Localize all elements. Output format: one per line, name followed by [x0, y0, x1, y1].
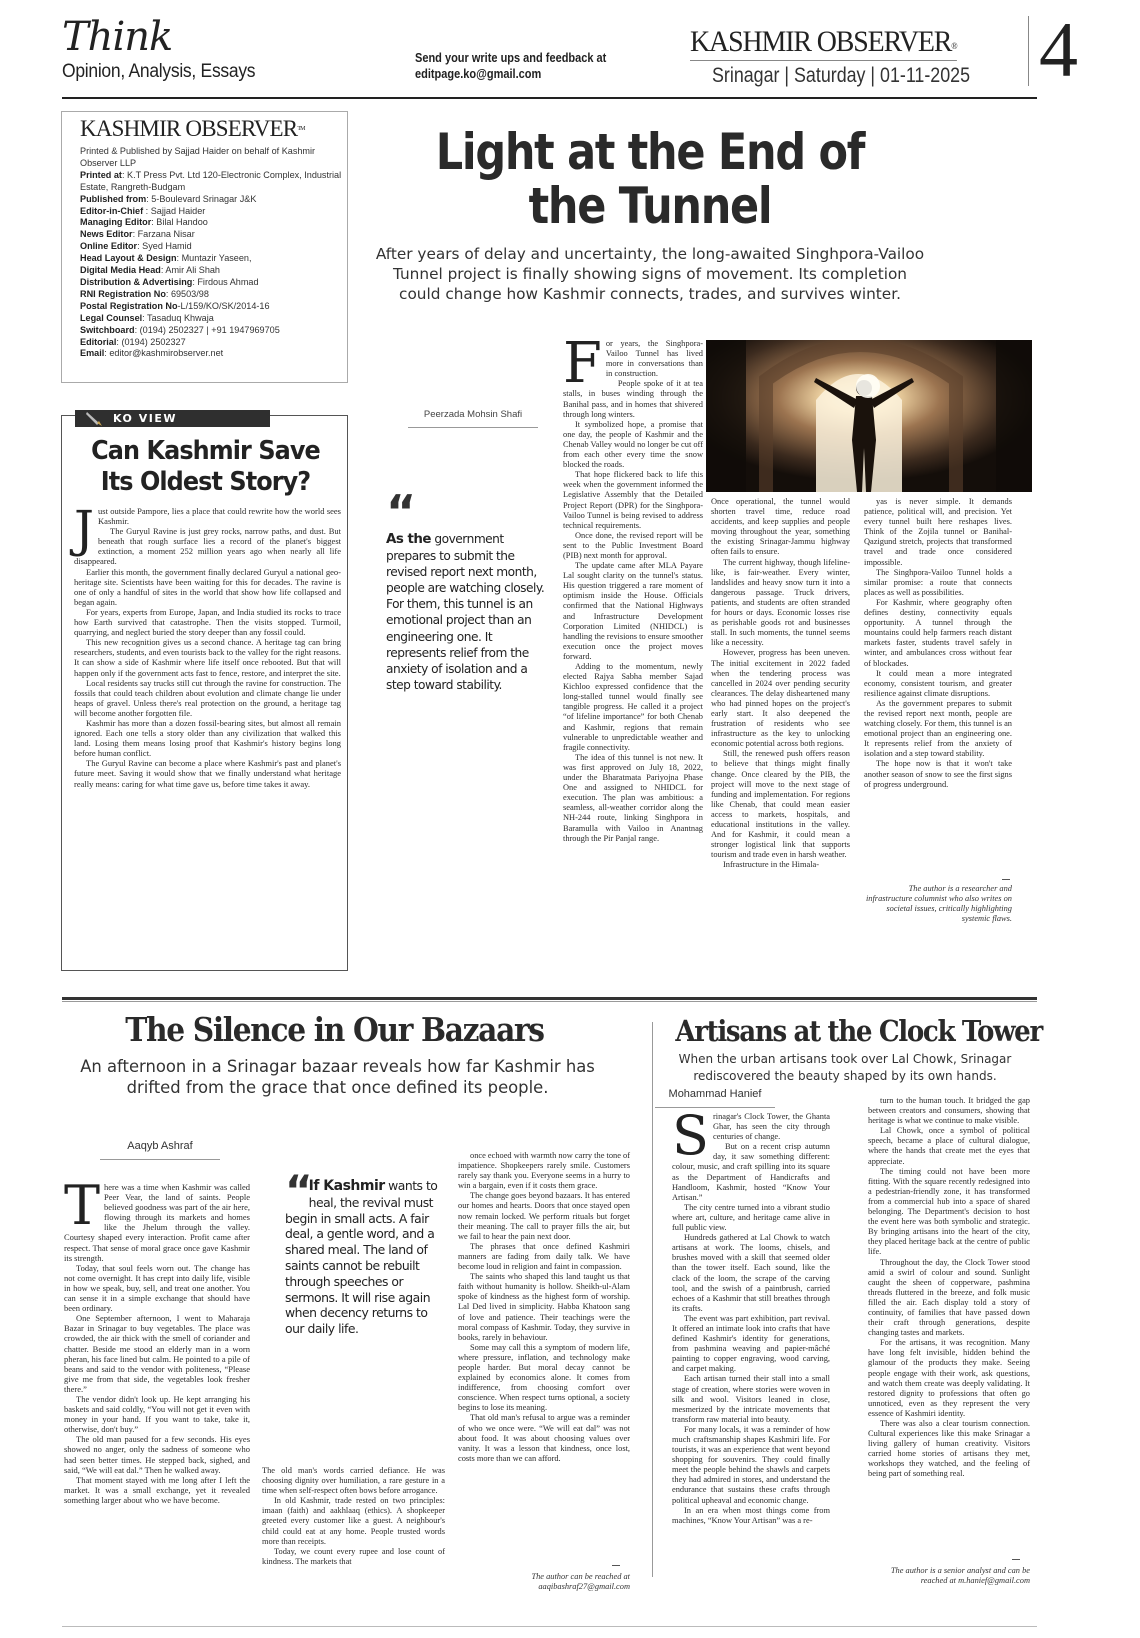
imprint-box [61, 111, 348, 383]
ko-view-title-text: Can Kashmir Save Its Oldest Story? [91, 436, 320, 497]
byline: Mohammad Hanief [655, 1088, 775, 1108]
imprint-value: : Farzana Nisar [132, 229, 195, 240]
imprint-label: Editorial [80, 336, 117, 347]
paragraph: However, progress has been uneven. The initial excitement in 2022 faded when the tendering process was cancelled in 2024 over pending security clearances. The delay disheartened many who had pinned hopes on the project's early start. It also deepened the frustration of residents who see infrastructure as the key to unlocking economic potential across both regions. [711, 648, 850, 749]
imprint-label: Managing Editor [80, 217, 152, 228]
byline: Peerzada Mohsin Shafi [408, 409, 538, 428]
article-column [563, 331, 703, 844]
imprint-value: : 5-Boulevard Srinagar J&K [146, 193, 257, 204]
bazaars-headline [60, 1010, 608, 1050]
pull-quote-lead: If Kashmir [308, 1178, 385, 1194]
paragraph: The saints who shaped this land taught us that faith without humanity is hollow. Sheikh-ul-Alam spoke of kindness as the highest form of worship. Lal Ded lived in simplicity. Habba Khatoon sang of love and patience. Their teachings were the moral compass of Kashmir. Today, they survive in books, rarely in behaviour. [458, 1272, 630, 1342]
paragraph: For Kashmir, where geography often defines destiny, connectivity equals opportunity. A tunnel through the mountains could help farmers reach distant markets faster, students travel safely in winter, and ambulances cross without fear of blockades. [864, 597, 1012, 668]
paragraph: Still, the renewed push offers reason to believe that things might finally change. Once cleared by the PIB, the project will move to the next stage of funding and implementation. For regions like Chenab, that could mean easier access to markets, hospitals, and educational institutions in the valley. And for Kashmir, it could mean a stronger logistical link that supports tourism and trade even in harsh weather. [711, 749, 850, 860]
paragraph: One September afternoon, I went to Maharaja Bazar in Srinagar to buy vegetables. The place was crowded, the air thick with the smell of coriander and chatter. Beside me stood an elderly man in a worn pheran, his face lined but calm. He pointed to a pile of beans and said to the vendor with politeness, “Please give me from that side, the vegetables look fresher there.” [64, 1313, 250, 1394]
registered-mark: ® [951, 41, 957, 51]
paragraph: There was also a clear tourism connection. Cultural experiences like this make Srinagar a living gallery of human creativity. Visitors carried home stories of artisans they met, workshops they watched, and the feeling of being part of something real. [868, 1419, 1030, 1479]
paragraph-list [711, 497, 850, 870]
feedback-email[interactable]: editpage.ko@gmail.com [415, 67, 542, 81]
imprint-label: Online Editor [80, 241, 138, 252]
paragraph: once echoed with warmth now carry the tone of impatience. Shopkeepers rarely smile. Customers rarely say thank you. Everyone seems in a hurry to win a bargain, even if it costs them grace. [458, 1151, 630, 1191]
paragraph: Once operational, the tunnel would shorten travel time, reduce road accidents, and keep supplies and people moving throughout the year, something the existing Srinagar-Jammu highway often fails to ensure. [711, 497, 850, 557]
paragraph-list [563, 331, 703, 844]
pull-quote [386, 485, 546, 693]
imprint-value: : 69503/98 [165, 288, 209, 299]
paragraph: yas is never simple. It demands patience, political will, and precision. Yet every tunnel built here reshapes lives. Think of the Zojila tunnel or Banihal-Qazigund stretch, projects that transformed travel and trade once considered impossible. [864, 497, 1012, 567]
paragraph-list [458, 1151, 630, 1464]
divider [62, 97, 1037, 99]
paragraph: The phrases that once defined Kashmiri manners are fading from daily talk. We have become loud in religion and faint in compassion. [458, 1241, 630, 1272]
imprint-value[interactable]: : editor@kashmirobserver.net [104, 348, 224, 359]
paragraph: But on a recent crisp autumn day, it saw something different: colour, music, and craft spilling into its square as the Department of Handicrafts and Handloom, Kashmir, hosted “Know Your Artisan.” [672, 1142, 830, 1202]
article-column [672, 1104, 830, 1526]
column-divider [652, 1022, 653, 1577]
lead-standfirst: After years of delay and uncertainty, the long-awaited Singhpora-Vailoo Tunnel project is finally showing signs of movement. Its completion could change how Kashmir connects, trades, and survives winter. [375, 245, 925, 303]
paragraph: The hope now is that it won't take another season of snow to see the first signs of progress underground. [864, 759, 1012, 789]
imprint-value: Printed & Published by Sajjad Haider on behalf of Kashmir Observer LLP [80, 146, 316, 168]
imprint-value: : Muntazir Yaseen, [176, 253, 252, 264]
paragraph: This new recognition gives us a second chance. A heritage tag can bring researchers, students, and even tourists back to the valley for the right reasons. It can show a side of Kashmir where life itself once rebooted. But that will happen only if the government acts fast to fence, restore, and interpret the site. [74, 637, 341, 678]
bazaars-headline-text: The Silence in Our Bazaars [124, 1010, 544, 1049]
drop-cap: T [64, 1174, 101, 1237]
dateline: Srinagar | Saturday | 01-11-2025 [712, 64, 971, 87]
pull-quote-rest: government prepares to submit the revised report next month, people are watching closely. For them, this tunnel is an emotional project than an engineering one. It represents relief from the anxiety of isolation and a step toward stability. [386, 532, 545, 692]
paragraph: Throughout the day, the Clock Tower stood amid a swirl of colour and sound. Sunlight caught the sheen of copperware, pashmina threads fluttered in the breeze, and folk music filled the air. Each display told a story of continuity, of families that have passed down their craft through generations, despite changing tastes and markets. [868, 1257, 1030, 1338]
imprint-label: Published from [80, 193, 147, 204]
feedback-note [415, 50, 606, 82]
paragraph: Adding to the momentum, newly elected Rajya Sabha member Sajad Kichloo expressed confidence that the long-stalled tunnel would finally see tangible progress. He called it a project “of lifeline importance” for both Chenab and Kashmir, regions that remain vulnerable to unpredictable weather and fragile connectivity. [563, 662, 703, 752]
paragraph: Hundreds gathered at Lal Chowk to watch artisans at work. The looms, chisels, and brushes moved with a skill that seemed older than the tower itself. Each sound, like the clack of the loom, the scrape of the carving tool, and the swish of a paintbrush, carried echoes of a Kashmir that still breathes through its crafts. [672, 1233, 830, 1313]
paragraph: For many locals, it was a reminder of how much craftsmanship shapes Kashmiri life. For tourists, it was an experience that went beyond shopping for souvenirs. They could finally meet the people behind the shawls and carpets they had admired in stores, and understand the endurance that sustains these crafts through political upheaval and economic change. [672, 1424, 830, 1505]
paragraph-list [868, 1096, 1030, 1480]
article-column [64, 1174, 250, 1505]
author-note: The author is a senior analyst and can be reached at m.hanief@gmail.com [890, 1566, 1030, 1586]
imprint-value: : K.T Press Pvt. Ltd 120-Electronic Complex, Industrial Estate, Rangreth-Budgam [80, 169, 342, 192]
imprint-label: Editor-in-Chief [80, 205, 144, 216]
artisans-headline-text: Artisans at the Clock Tower [675, 1014, 1042, 1048]
paragraph: The change goes beyond bazaars. It has entered our homes and hearts. Doors that once stayed open now remain locked. We perform rituals but forget their meaning. The call to prayer fills the air, but we fail to hear the pain next door. [458, 1191, 630, 1241]
paragraph: The event was part exhibition, part revival. It offered an intimate look into crafts that have defined Kashmir's identity for generations, from pashmina weaving and papier-mâché painting to copper engraving, wood carving, and carpet making. [672, 1313, 830, 1374]
imprint-label: News Editor [80, 229, 133, 240]
divider [1002, 879, 1010, 880]
paragraph: In an era when most things come from machines, “Know Your Artisan” was a re- [672, 1505, 830, 1525]
paragraph-list [74, 500, 341, 789]
paragraph: Once done, the revised report will be sent to the Public Investment Board (PIB) next month for approval. [563, 530, 703, 560]
paragraph: In old Kashmir, trade rested on two principles: imaan (faith) and aakhlaaq (ethics). A shopkeeper greeted every customer like a guest. A neighbour's child could eat at any home. People trusted words more than receipts. [262, 1496, 445, 1546]
trademark: TM [297, 126, 305, 132]
section-divider [62, 997, 1037, 1000]
paragraph: Earlier this month, the government finally declared Guryul a national geo-heritage site. Scientists have been waiting for this for decades. The ravine is one of only a handful of sites in the world that show how life collapsed and began again. [74, 566, 341, 607]
imprint-line [80, 206, 342, 218]
drop-cap: F [563, 331, 602, 396]
pull-quote-rest: wants to heal, the revival must begin in small acts. A fair deal, a gentle word, and a shared meal. The land of saints cannot be rebuilt through speeches or sermons. It will rise again when decency returns to our daily life. [285, 1178, 438, 1337]
imprint-value: : Bilal Handoo [151, 217, 208, 228]
imprint-line [80, 337, 342, 349]
article-column [458, 1151, 630, 1464]
imprint-label: Head Layout & Design [80, 253, 177, 264]
imprint-line [80, 217, 342, 229]
imprint-value: : Firdous Ahmad [192, 276, 259, 287]
paragraph: It could mean a more integrated economy, consistent tourism, and greater resilience against climate disruptions. [864, 668, 1012, 698]
divider [612, 1565, 620, 1566]
imprint-line [80, 253, 342, 265]
imprint-line [80, 325, 342, 337]
paragraph: Today, we count every rupee and lose count of kindness. The markets that [262, 1546, 445, 1566]
lead-headline [370, 125, 930, 233]
imprint-lines [80, 146, 342, 360]
author-note: The author can be reached at aaqibashraf27@gmail.com [531, 1572, 630, 1592]
imprint-label: Legal Counsel [80, 312, 143, 323]
paragraph: Infrastructure in the Himala- [723, 860, 820, 870]
imprint-value: : Sajjad Haider [143, 205, 206, 216]
pull-quote-text [285, 1166, 445, 1337]
paragraph: The Singhpora-Vailoo Tunnel holds a similar promise: a route that connects places as well as possibilities. [864, 567, 1012, 597]
pull-quote [285, 1166, 445, 1337]
imprint-label: Postal Registration No [80, 300, 178, 311]
paragraph: That old man's refusal to argue was a reminder of who we once were. “We will eat dal” was not about food. It was about choosing values over vanity. It was a lesson that kindness, once lost, costs more than we can afford. [458, 1413, 630, 1463]
drop-cap: J [74, 500, 95, 558]
paragraph: The city centre turned into a vibrant studio where art, culture, and heritage came alive in full public view. [672, 1202, 830, 1233]
imprint-line [80, 241, 342, 253]
paragraph: ust outside Pampore, lies a place that could rewrite how the world sees Kashmir. [98, 506, 341, 527]
imprint-logo [80, 116, 305, 142]
divider [1028, 16, 1029, 86]
article-column [868, 1096, 1030, 1480]
pull-quote-text [386, 531, 546, 693]
paragraph: Today, that soul feels worn out. The change has not come overnight. It has crept into daily life, visible in how we speak, buy, sell, and treat one another. You can sense it in a simple exchange that should have been ordinary. [64, 1262, 250, 1314]
article-column [864, 497, 1012, 790]
imprint-line [80, 265, 342, 277]
imprint-label: Digital Media Head [80, 265, 161, 276]
byline: Aaqyb Ashraf [100, 1140, 220, 1160]
imprint-line [80, 194, 342, 206]
author-note: The author is a researcher and infrastructure columnist who also writes on societal issues, critically highlighting systemic flaws. [865, 884, 1012, 924]
artisans-headline [655, 1012, 1042, 1050]
imprint-line [80, 170, 342, 194]
artisans-standfirst: When the urban artisans took over Lal Chowk, Srinagar rediscovered the beauty shaped by its own hands. [678, 1052, 1012, 1083]
imprint-value: : Syed Hamid [137, 241, 192, 252]
lead-headline-text: Light at the End of the Tunnel [435, 123, 865, 235]
article-column [711, 497, 850, 870]
imprint-label: Printed at [80, 169, 122, 180]
paragraph-list [864, 497, 1012, 790]
paragraph: The timing could not have been more fitting. With the square recently redesigned into a pedestrian-friendly zone, it has transformed from a commercial hub into a space of shared belonging. The Department's decision to host the event here was both symbolic and strategic. By bringing artisans into the heart of the city, they placed heritage back at the centre of public life. [868, 1166, 1030, 1257]
ko-view-box [61, 412, 348, 971]
paragraph: The Guryul Ravine is just grey rocks, narrow paths, and dust. But beneath that rough surface lies a record of the planet's biggest extinction, a moment 252 million years ago when nearly all life disappeared. [74, 526, 341, 567]
imprint-line [80, 313, 342, 325]
tunnel-silhouette-image [706, 340, 1032, 492]
pull-quote-lead: As the [386, 532, 432, 547]
imprint-line [80, 146, 342, 170]
imprint-line [80, 301, 342, 313]
paragraph: The current highway, though lifeline-like, is fair-weather. Every winter, landslides and heavy snow turn it into a dangerous passage. Truck drivers, patients, and students are often stranded for hours or days. Economic losses rise as perishable goods rot and businesses stall. In such moments, the tunnel seems like a necessity. [711, 557, 850, 648]
section-title: Think [62, 14, 173, 60]
paragraph: Local residents say trucks still cut through the ravine for construction. The fossils that could teach children about evolution and climate change lie under heaps of gravel. Unless there's real protection on the ground, a heritage tag will become another forgotten file. [74, 677, 341, 718]
divider [62, 1626, 1037, 1627]
paragraph: Each artisan turned their stall into a small stage of creation, where stories were woven in silk and wool. Visitors leaned in close, mesmerized by the intricate movements that transform raw material into beauty. [672, 1374, 830, 1424]
imprint-line [80, 229, 342, 241]
paragraph: People spoke of it at tea stalls, in buses winding through the Banihal pass, and in homes that shivered through long winters. [563, 379, 703, 419]
paragraph: As the government prepares to submit the revised report next month, people are watching closely. For them, this tunnel is an emotional project than an engineering one. It represents relief from the anxiety of isolation and a step toward stability. [864, 698, 1012, 759]
paragraph: The idea of this tunnel is not new. It was first approved on July 18, 2022, under the Bharatmata Pariyojna Phase One and assigned to NHIDCL for execution. The plan was ambitious: a seamless, all-weather corridor along the NH-244 route, linking Singhpora in Baramulla with Vailoo in Anantnag through the Pir Panjal range. [563, 752, 703, 843]
paragraph: here was a time when Kashmir was called Peer Vear, the land of saints. People believed goodness was part of the air here, flowing through its markets and homes like the Jhelum through the valley. Courtesy shaped every interaction. Profit came after respect. That sense of moral grace once gave Kashmir its strength. [64, 1182, 250, 1263]
ko-view-label: KO VIEW [113, 412, 177, 425]
quote-mark-icon: “ [285, 1166, 307, 1215]
paragraph: Lal Chowk, once a symbol of political speech, became a place of cultural dialogue, where the hands that create met the eyes that appreciate. [868, 1126, 1030, 1166]
ko-view-body [74, 500, 341, 789]
paragraph: turn to the human touch. It bridged the gap between creators and consumers, showing that heritage is what we continue to make visible. [868, 1096, 1030, 1126]
imprint-label: Distribution & Advertising [80, 276, 193, 287]
ko-view-title [62, 436, 349, 498]
paragraph: It symbolized hope, a promise that one day, the people of Kashmir and the Chenab Valley would no longer be cut off from each other every time the snow blocked the roads. [563, 419, 703, 470]
paragraph: Some may call this a symptom of modern life, where pressure, inflation, and technology make people harder. But moral decay cannot be explained by economics alone. It comes from indifference, from choosing comfort over conscience. When respect turns optional, a society begins to lose its meaning. [458, 1342, 630, 1413]
article-column [262, 1466, 445, 1567]
imprint-value: : (0194) 2502327 [116, 336, 186, 347]
paragraph: Kashmir has more than a dozen fossil-bearing sites, but almost all remain ignored. Each one tells a story older than any civilization that walked this land. Losing them means losing proof that Kashmir's history begins long before human conflict. [74, 717, 341, 759]
section-subtitle: Opinion, Analysis, Essays [62, 61, 256, 82]
imprint-line [80, 348, 342, 360]
newspaper-logo [690, 26, 957, 61]
section-divider [62, 1001, 1037, 1002]
imprint-line [80, 277, 342, 289]
imprint-logo-text: KASHMIR OBSERVER [80, 116, 298, 141]
paragraph: The old man's words carried defiance. He was choosing dignity over humiliation, a rare gesture in a time when self-respect often bows before arrogance. [262, 1466, 445, 1496]
feedback-text: Send your write ups and feedback at [415, 51, 607, 65]
imprint-label: RNI Registration No [80, 288, 166, 299]
imprint-value: : Tasaduq Khwaja [142, 312, 214, 323]
divider [1012, 1559, 1020, 1560]
imprint-value: : (0194) 2502327 | +91 1947969705 [134, 324, 280, 335]
drop-cap: S [672, 1104, 709, 1167]
imprint-label: Email [80, 348, 105, 359]
paragraph: rinagar's Clock Tower, the Ghanta Ghar, has seen the city through centuries of change. [713, 1112, 830, 1142]
paragraph-list [262, 1466, 445, 1567]
paragraph: The old man paused for a few seconds. His eyes showed no anger, only the sadness of someone who had seen better times. He stepped back, sighed, and said, “We will eat dal.” Then he walked away. [64, 1434, 250, 1475]
quote-mark-icon: “ [386, 485, 411, 539]
paragraph: The Guryul Ravine can become a place where Kashmir's past and planet's future meet. Saving it would show that we finally understand what heritage really means: caring for what time gave us, before time takes it away. [74, 758, 341, 789]
imprint-line [80, 289, 342, 301]
imprint-value: -L/159/KO/SK/2014-16 [177, 300, 270, 311]
pen-nib-icon [85, 411, 103, 426]
paragraph-list [672, 1104, 830, 1526]
paragraph: For the artisans, it was recognition. Many have long felt invisible, hidden behind the glamour of the products they make. Seeing people engage with their work, ask questions, and watch them create was deeply validating. It restored dignity to professions that often go unnoticed, even as they represent the very essence of Kashmiri identity. [868, 1338, 1030, 1418]
page-number: 4 [1039, 6, 1078, 93]
tunnel-photo [706, 340, 1032, 492]
imprint-label: Switchboard [80, 324, 135, 335]
bazaars-standfirst: An afternoon in a Srinagar bazaar reveals how far Kashmir has drifted from the grace that once defined its people. [80, 1057, 595, 1097]
paragraph: or years, the Singhpora-Vailoo Tunnel has lived more in conversations than in construction. [605, 339, 703, 379]
logo-text: KASHMIR OBSERVER [690, 25, 952, 58]
paragraph: For years, experts from Europe, Japan, and India studied its rocks to trace how Earth survived that catastrophe. Then the visits stopped. Turmoil, quarrying, and neglect buried the story deeper than any fossil could. [74, 606, 341, 638]
paragraph: The update came after MLA Payare Lal sought clarity on the tunnel's status. His question triggered a rare moment of optimism inside the House. Officials confirmed that the National Highways and Infrastructure Development Corporation Limited (NHIDCL) is handling the revisions to ensure smoother execution once the project moves forward. [563, 561, 703, 661]
ko-view-tag [75, 410, 270, 427]
imprint-value: : Amir Ali Shah [160, 265, 220, 276]
paragraph: That hope flickered back to life this week when the government informed the Legislative Assembly that the Detailed Project Report (DPR) for the Singhpora-Vailoo Tunnel is being revised to address technical requirements. [563, 470, 703, 530]
paragraph: The vendor didn't look up. He kept arranging his baskets and said coldly, “You will not get it even with money in your hand. If you want to take, take it, otherwise, don't buy.” [64, 1393, 250, 1435]
paragraph: That moment stayed with me long after I left the market. It was a small exchange, yet it revealed something larger about who we have become. [64, 1474, 250, 1505]
